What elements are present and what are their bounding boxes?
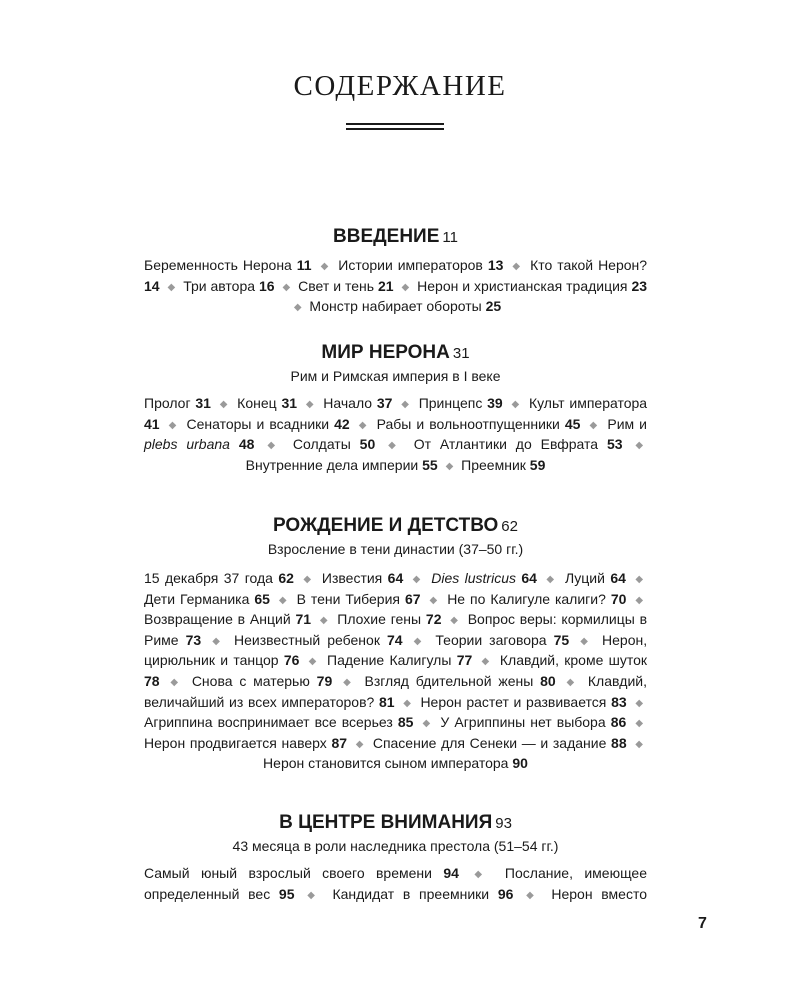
toc-entry [565, 570, 626, 586]
entry-page: 72 [425, 611, 442, 628]
entry-title: Дети Германика [144, 590, 250, 607]
diamond-bullet-icon: ◆ [511, 399, 521, 410]
entry-title: Начало [323, 395, 373, 411]
toc-entry [461, 457, 545, 473]
diamond-bullet-icon: ◆ [355, 738, 365, 750]
section-title [144, 514, 647, 539]
diamond-bullet-icon: ◆ [403, 697, 412, 709]
toc-entry [186, 416, 349, 432]
diamond-bullet-icon: ◆ [167, 281, 176, 293]
toc-entry [309, 298, 501, 314]
toc-entry [293, 436, 375, 452]
diamond-bullet-icon: ◆ [474, 869, 490, 880]
entry-page: 11 [296, 257, 312, 273]
entry-title: Известия [321, 570, 383, 586]
diamond-bullet-icon: ◆ [422, 718, 432, 730]
toc-entry [322, 570, 403, 586]
entry-page: 83 [611, 693, 627, 710]
diamond-bullet-icon: ◆ [320, 261, 330, 272]
entry-title: Нерон становится сыном императора [263, 755, 509, 772]
section-subtitle: Взросление в тени династии (37–50 гг.) [267, 541, 524, 557]
entry-title: В тени Тиберия [296, 590, 400, 607]
entry-title: Теории заговора [435, 631, 547, 648]
entry-title-italic: plebs urbana [144, 436, 230, 453]
diamond-bullet-icon: ◆ [319, 615, 329, 627]
toc-entry [419, 395, 503, 411]
diamond-bullet-icon: ◆ [635, 574, 644, 585]
toc-entry [364, 673, 555, 689]
toc-entry [338, 257, 503, 273]
entry-title: У Агриппины нет выбора [440, 714, 606, 731]
entry-title: От Атлантики до Евфрата [413, 436, 599, 453]
entry-title: Принцепс [418, 395, 483, 411]
toc-entry [440, 714, 626, 730]
toc-entry [237, 395, 297, 411]
entry-title-italic: Dies lustricus [431, 570, 516, 586]
entry-page: 73 [185, 631, 202, 648]
section-title-text: РОЖДЕНИЕ И ДЕТСТВО [273, 515, 499, 536]
diamond-bullet-icon: ◆ [481, 656, 491, 668]
diamond-bullet-icon: ◆ [388, 440, 401, 452]
toc-entry [144, 714, 413, 730]
entry-page: 45 [564, 415, 581, 432]
entry-page: 55 [422, 456, 438, 473]
diamond-bullet-icon: ◆ [635, 440, 644, 452]
entry-title: Нерон и христианская традиция [417, 277, 628, 294]
entry-page: 67 [404, 590, 421, 607]
toc-entry [144, 735, 347, 751]
toc-entry [144, 591, 270, 607]
entry-page: 74 [386, 631, 403, 648]
diamond-bullet-icon: ◆ [526, 889, 539, 901]
toc-entry [323, 395, 392, 411]
entry-title: Кто такой Нерон? [530, 257, 648, 273]
entry-title: Не по Калигуле калиги? [447, 590, 606, 607]
page-title: СОДЕРЖАНИЕ [293, 70, 507, 102]
entry-page: 65 [254, 590, 270, 607]
toc-section [144, 341, 647, 476]
toc-entry [144, 865, 459, 881]
diamond-bullet-icon: ◆ [413, 635, 425, 647]
entry-page: 85 [397, 714, 414, 731]
entry-title: Нерон растет и развивается [420, 693, 607, 710]
toc-entry [144, 395, 211, 411]
entry-title: 15 декабря 37 года [144, 570, 273, 586]
entry-title: Культ императора [528, 395, 648, 411]
diamond-bullet-icon: ◆ [635, 718, 644, 730]
entry-page: 70 [610, 590, 627, 607]
entry-page: 86 [610, 714, 627, 731]
toc-entry [414, 436, 623, 452]
section-page: 93 [495, 815, 512, 832]
diamond-bullet-icon: ◆ [307, 889, 320, 901]
toc-entry [373, 735, 627, 751]
diamond-bullet-icon: ◆ [635, 738, 643, 750]
diamond-bullet-icon: ◆ [546, 574, 556, 585]
entry-title: Неизвестный ребенок [234, 631, 380, 648]
section-title [144, 811, 647, 836]
section-title-text: В ЦЕНТРЕ ВНИМАНИЯ [279, 812, 493, 833]
diamond-bullet-icon: ◆ [278, 594, 288, 606]
entry-page: 39 [487, 395, 503, 411]
entry-page: 37 [376, 395, 393, 411]
entry-title: Клавдий, величайший из всех императоров? [144, 672, 647, 710]
entry-title: Снова с матерью [191, 672, 310, 689]
diamond-bullet-icon: ◆ [635, 594, 644, 606]
entry-title: Истории императоров [338, 257, 483, 273]
entry-page: 77 [456, 652, 473, 669]
entry-page: 64 [387, 570, 404, 586]
diamond-bullet-icon: ◆ [358, 419, 368, 431]
page-number: 7 [698, 915, 707, 932]
diamond-bullet-icon: ◆ [566, 676, 578, 688]
entry-page: 90 [512, 755, 528, 772]
diamond-bullet-icon: ◆ [589, 419, 599, 431]
entry-page: 64 [610, 570, 626, 586]
entry-page: 13 [487, 257, 504, 273]
entry-page: 25 [485, 298, 502, 315]
entry-title: Послание, имеющее определенный вес [144, 865, 648, 902]
diamond-bullet-icon: ◆ [305, 399, 315, 410]
diamond-bullet-icon: ◆ [401, 399, 410, 410]
toc-entry [298, 278, 393, 294]
toc-entry [297, 591, 421, 607]
toc-entry [192, 673, 332, 689]
diamond-bullet-icon: ◆ [412, 574, 422, 585]
entry-title: Плохие гены [337, 611, 422, 628]
toc-entry [447, 591, 626, 607]
entry-title: Сенаторы и всадники [186, 415, 330, 432]
toc-entry [183, 278, 274, 294]
diamond-bullet-icon: ◆ [635, 697, 644, 709]
entry-title: Нерон вместо [551, 885, 648, 902]
entry-page: 48 [238, 436, 255, 453]
entry-title: Монстр набирает обороты [309, 298, 482, 315]
diamond-bullet-icon: ◆ [512, 261, 522, 272]
entry-page: 88 [611, 734, 627, 751]
section-subtitle: 43 месяца в роли наследника престола (51–54 гг.) [232, 838, 559, 854]
entry-title: Свет и тень [298, 277, 375, 294]
toc-section [144, 811, 647, 905]
title-double-rule [346, 123, 444, 130]
entry-title: Три автора [183, 277, 256, 294]
diamond-bullet-icon: ◆ [343, 676, 354, 688]
toc-entry [144, 611, 311, 627]
entry-page: 50 [359, 436, 376, 453]
entry-page: 41 [144, 415, 160, 432]
toc-entry [332, 886, 513, 902]
toc-section [144, 225, 647, 318]
toc-entry [246, 457, 438, 473]
diamond-bullet-icon: ◆ [308, 656, 318, 668]
toc-entry [234, 632, 403, 648]
entry-title: Нерон продвигается наверх [144, 734, 327, 751]
entry-page: 23 [631, 277, 648, 294]
entry-page: 42 [334, 415, 350, 432]
entry-list [144, 394, 647, 476]
diamond-bullet-icon: ◆ [580, 635, 592, 647]
section-page: 62 [501, 518, 518, 535]
entry-page: 75 [553, 631, 570, 648]
section-subtitle: Рим и Римская империя в I веке [290, 368, 501, 384]
entry-page: 79 [316, 672, 333, 689]
entry-list [144, 864, 647, 905]
entry-page: 87 [331, 734, 348, 751]
entry-list [144, 256, 647, 318]
diamond-bullet-icon: ◆ [212, 635, 223, 647]
entry-title: Рабы и вольноотпущенники [376, 415, 560, 432]
entry-page: 64 [521, 570, 537, 586]
entry-page: 78 [144, 672, 160, 689]
section-page: 11 [442, 229, 458, 246]
entry-title: Нерон, цирюльник и танцор [144, 631, 648, 669]
diamond-bullet-icon: ◆ [445, 460, 454, 472]
diamond-bullet-icon: ◆ [303, 574, 313, 585]
toc-entry [551, 886, 647, 902]
entry-title: Спасение для Сенеки — и задание [372, 734, 607, 751]
entry-title: Вопрос веры: кормилицы в Риме [144, 611, 648, 648]
toc-entry [420, 694, 626, 710]
entry-page: 14 [144, 277, 160, 294]
section-page: 31 [452, 345, 470, 362]
section-title-text: ВВЕДЕНИЕ [333, 226, 440, 247]
toc-entry [435, 632, 569, 648]
diamond-bullet-icon: ◆ [168, 419, 178, 431]
entry-page: 94 [443, 865, 459, 881]
entry-title: Агриппина воспринимает все всерьез [144, 714, 393, 731]
diamond-bullet-icon: ◆ [219, 399, 229, 410]
toc-entry [417, 278, 647, 294]
entry-title: Беременность Нерона [144, 257, 292, 273]
entry-title: Кандидат в преемники [332, 885, 490, 902]
entry-page: 21 [377, 277, 394, 294]
entry-page: 96 [497, 885, 514, 902]
entry-page: 81 [379, 693, 395, 710]
toc-entry [377, 416, 581, 432]
diamond-bullet-icon: ◆ [450, 615, 459, 627]
entry-title: Конец [237, 395, 277, 411]
entry-title: Рим и [607, 415, 647, 432]
diamond-bullet-icon: ◆ [293, 302, 302, 314]
diamond-bullet-icon: ◆ [267, 440, 280, 452]
entry-page: 53 [606, 436, 623, 453]
entry-title: Преемник [461, 456, 526, 473]
diamond-bullet-icon: ◆ [170, 676, 181, 688]
section-title [144, 341, 647, 366]
toc-entry [337, 611, 441, 627]
entry-title: Внутренние дела империи [245, 456, 419, 473]
entry-title: Пролог [144, 395, 191, 411]
toc-entry [144, 570, 294, 586]
entry-title: Клавдий, кроме шуток [499, 652, 648, 669]
entry-title: Возвращение в Анций [144, 611, 291, 628]
entry-title: Луций [564, 570, 605, 586]
entry-page: 76 [283, 652, 300, 669]
diamond-bullet-icon: ◆ [282, 281, 291, 293]
entry-page: 80 [540, 672, 556, 689]
entry-page: 16 [258, 277, 275, 294]
entry-title: Взгляд бдительной жены [364, 672, 534, 689]
diamond-bullet-icon: ◆ [429, 594, 439, 606]
toc-entry [263, 755, 528, 771]
entry-page: 31 [195, 395, 211, 411]
entry-page: 59 [529, 456, 546, 473]
entry-page: 31 [281, 395, 298, 411]
diamond-bullet-icon: ◆ [401, 281, 410, 293]
entry-title: Солдаты [292, 436, 351, 453]
entry-title: Падение Калигулы [327, 652, 452, 669]
entry-page: 95 [278, 885, 295, 902]
entry-page: 71 [295, 611, 312, 628]
toc-entry [327, 652, 472, 668]
entry-list [144, 569, 647, 774]
entry-page: 62 [278, 570, 294, 586]
toc-entry [431, 570, 537, 586]
toc-section [144, 514, 647, 774]
toc-entry [144, 257, 312, 273]
section-title [144, 225, 647, 250]
section-title-text: МИР НЕРОНА [321, 342, 450, 363]
entry-title: Самый юный взрослый своего времени [144, 865, 432, 881]
